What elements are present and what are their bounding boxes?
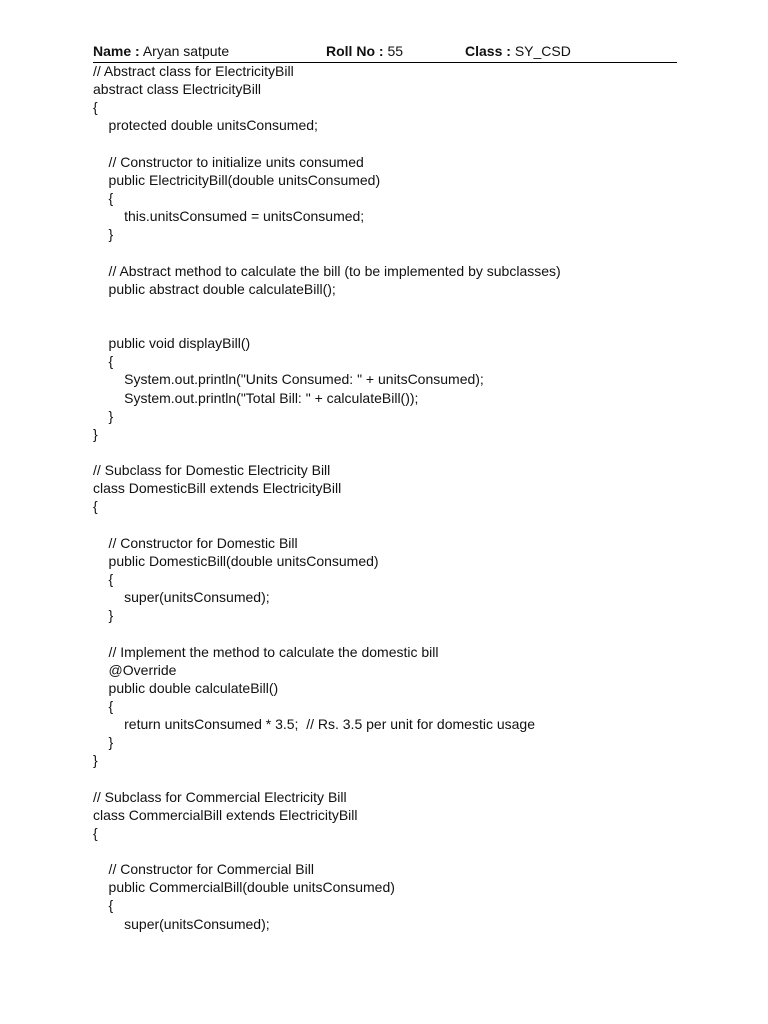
- code-line: {: [93, 498, 98, 515]
- code-line: }: [93, 607, 114, 624]
- code-line: {: [93, 697, 114, 714]
- roll-number-label: Roll No :: [326, 43, 384, 59]
- code-line: [93, 516, 693, 534]
- code-line: [93, 842, 693, 860]
- code-line: protected double unitsConsumed;: [93, 117, 318, 134]
- name-label: Name :: [93, 43, 140, 59]
- code-line: }: [93, 734, 114, 751]
- code-line: abstract class ElectricityBill: [93, 81, 262, 98]
- code-line: @Override: [93, 661, 177, 678]
- code-line: public ElectricityBill(double unitsConsumed): [93, 171, 381, 188]
- code-line: [93, 316, 693, 334]
- class-field: [465, 41, 571, 61]
- code-line: [93, 135, 693, 153]
- name-field: [93, 41, 229, 61]
- page-header: [93, 41, 677, 61]
- code-line: System.out.println("Total Bill: " + calculateBill());: [93, 389, 419, 406]
- code-block: [93, 62, 693, 933]
- code-line: // Constructor to initialize units consumed: [93, 153, 364, 170]
- code-line: }: [93, 226, 114, 243]
- code-line: {: [93, 570, 114, 587]
- code-line: [93, 624, 693, 642]
- code-line: }: [93, 425, 98, 442]
- code-line: // Subclass for Domestic Electricity Bill: [93, 462, 331, 479]
- roll-number-field: [326, 41, 403, 61]
- code-line: super(unitsConsumed);: [93, 915, 270, 932]
- code-line: [93, 443, 693, 461]
- code-line: public double calculateBill(): [93, 679, 279, 696]
- code-line: this.unitsConsumed = unitsConsumed;: [93, 208, 365, 225]
- code-line: }: [93, 752, 98, 769]
- code-line: // Abstract class for ElectricityBill: [93, 63, 294, 79]
- code-line: public CommercialBill(double unitsConsumed): [93, 879, 395, 896]
- code-line: // Subclass for Commercial Electricity Bill: [93, 788, 347, 805]
- code-line: super(unitsConsumed);: [93, 589, 270, 606]
- name-value: Aryan satpute: [142, 43, 230, 59]
- code-line: public abstract double calculateBill();: [93, 280, 336, 297]
- roll-number-value: 55: [387, 43, 404, 59]
- code-line: [93, 769, 693, 787]
- code-line: [93, 298, 693, 316]
- code-line: {: [93, 824, 98, 841]
- code-line: {: [93, 897, 114, 914]
- code-line: {: [93, 99, 98, 116]
- code-line: public void displayBill(): [93, 335, 251, 352]
- code-line: // Constructor for Domestic Bill: [93, 534, 298, 551]
- code-line: class CommercialBill extends ElectricityBill: [93, 806, 358, 823]
- code-line: class DomesticBill extends ElectricityBill: [93, 480, 342, 497]
- code-line: return unitsConsumed * 3.5; // Rs. 3.5 per unit for domestic usage: [93, 716, 535, 733]
- code-line: {: [93, 353, 114, 370]
- class-value: SY_CSD: [514, 43, 571, 59]
- code-line: [93, 243, 693, 261]
- code-line: // Abstract method to calculate the bill (to be implemented by subclasses): [93, 262, 561, 279]
- code-line: }: [93, 407, 114, 424]
- code-line: // Implement the method to calculate the domestic bill: [93, 643, 439, 660]
- class-label: Class :: [465, 43, 511, 59]
- code-line: System.out.println("Units Consumed: " + unitsConsumed);: [93, 371, 484, 388]
- code-line: // Constructor for Commercial Bill: [93, 861, 314, 878]
- code-line: {: [93, 189, 114, 206]
- code-line: public DomesticBill(double unitsConsumed): [93, 552, 379, 569]
